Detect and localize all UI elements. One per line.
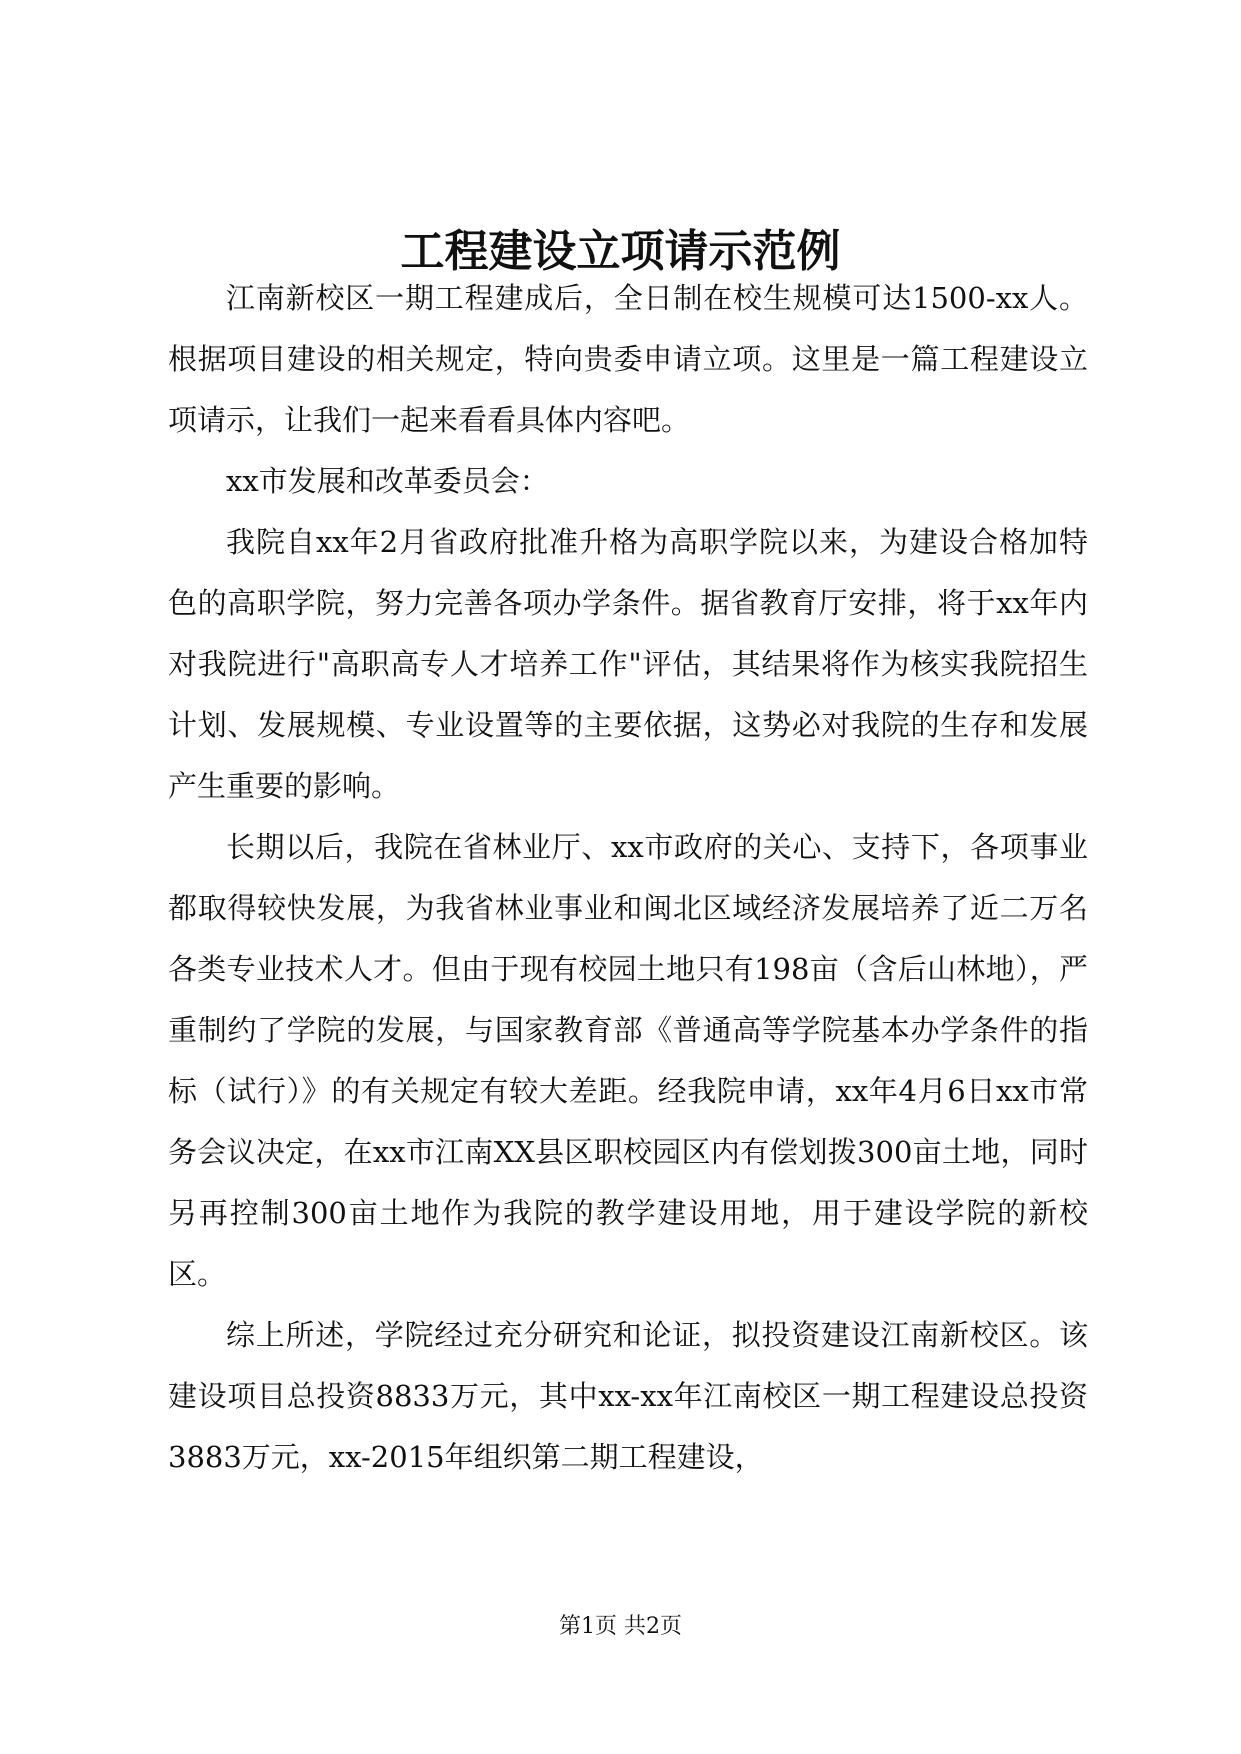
paragraph-land: 长期以后，我院在省林业厅、xx市政府的关心、支持下，各项事业都取得较快发展，为我省林业事业和闽北区域经济发展培养了近二万名各类专业技术人才。但由于现有校园土地只有198亩（含后山林地），严重制约了学院的发展，与国家教育部《普通高等学院基本办学条件的指标（试行）》的有关规定有较大差距。经我院申请，xx年4月6日xx市常务会议决定，在xx市江南XX县区职校园区内有偿划拨300亩土地，同时另再控制300亩土地作为我院的教学建设用地，用于建设学院的新校区。 — [168, 830, 1088, 1291]
paragraph-background: 我院自xx年2月省政府批准升格为高职学院以来，为建设合格加特色的高职学院，努力完善各项办学条件。据省教育厅安排，将于xx年内对我院进行"高职高专人才培养工作"评估，其结果将作为核实我院招生计划、发展规模、专业设置等的主要依据，这势必对我院的生存和发展产生重要的影响。 — [168, 525, 1088, 803]
paragraph-intro: 江南新校区一期工程建成后，全日制在校生规模可达1500-xx人。根据项目建设的相关规定，特向贵委申请立项。这里是一篇工程建设立项请示，让我们一起来看看具体内容吧。 — [168, 281, 1088, 437]
document-body — [168, 268, 1088, 1488]
document-title: 工程建设立项请示范例 — [400, 226, 841, 277]
paragraph-investment: 综上所述，学院经过充分研究和论证，拟投资建设江南新校区。该建设项目总投资8833万元，其中xx-xx年江南校区一期工程建设总投资3883万元，xx-2015年组织第二期工程建设， — [168, 1318, 1088, 1474]
paragraph-addressee: xx市发展和改革委员会： — [226, 464, 549, 498]
page-footer: 第1页 共2页 — [559, 1614, 682, 1639]
